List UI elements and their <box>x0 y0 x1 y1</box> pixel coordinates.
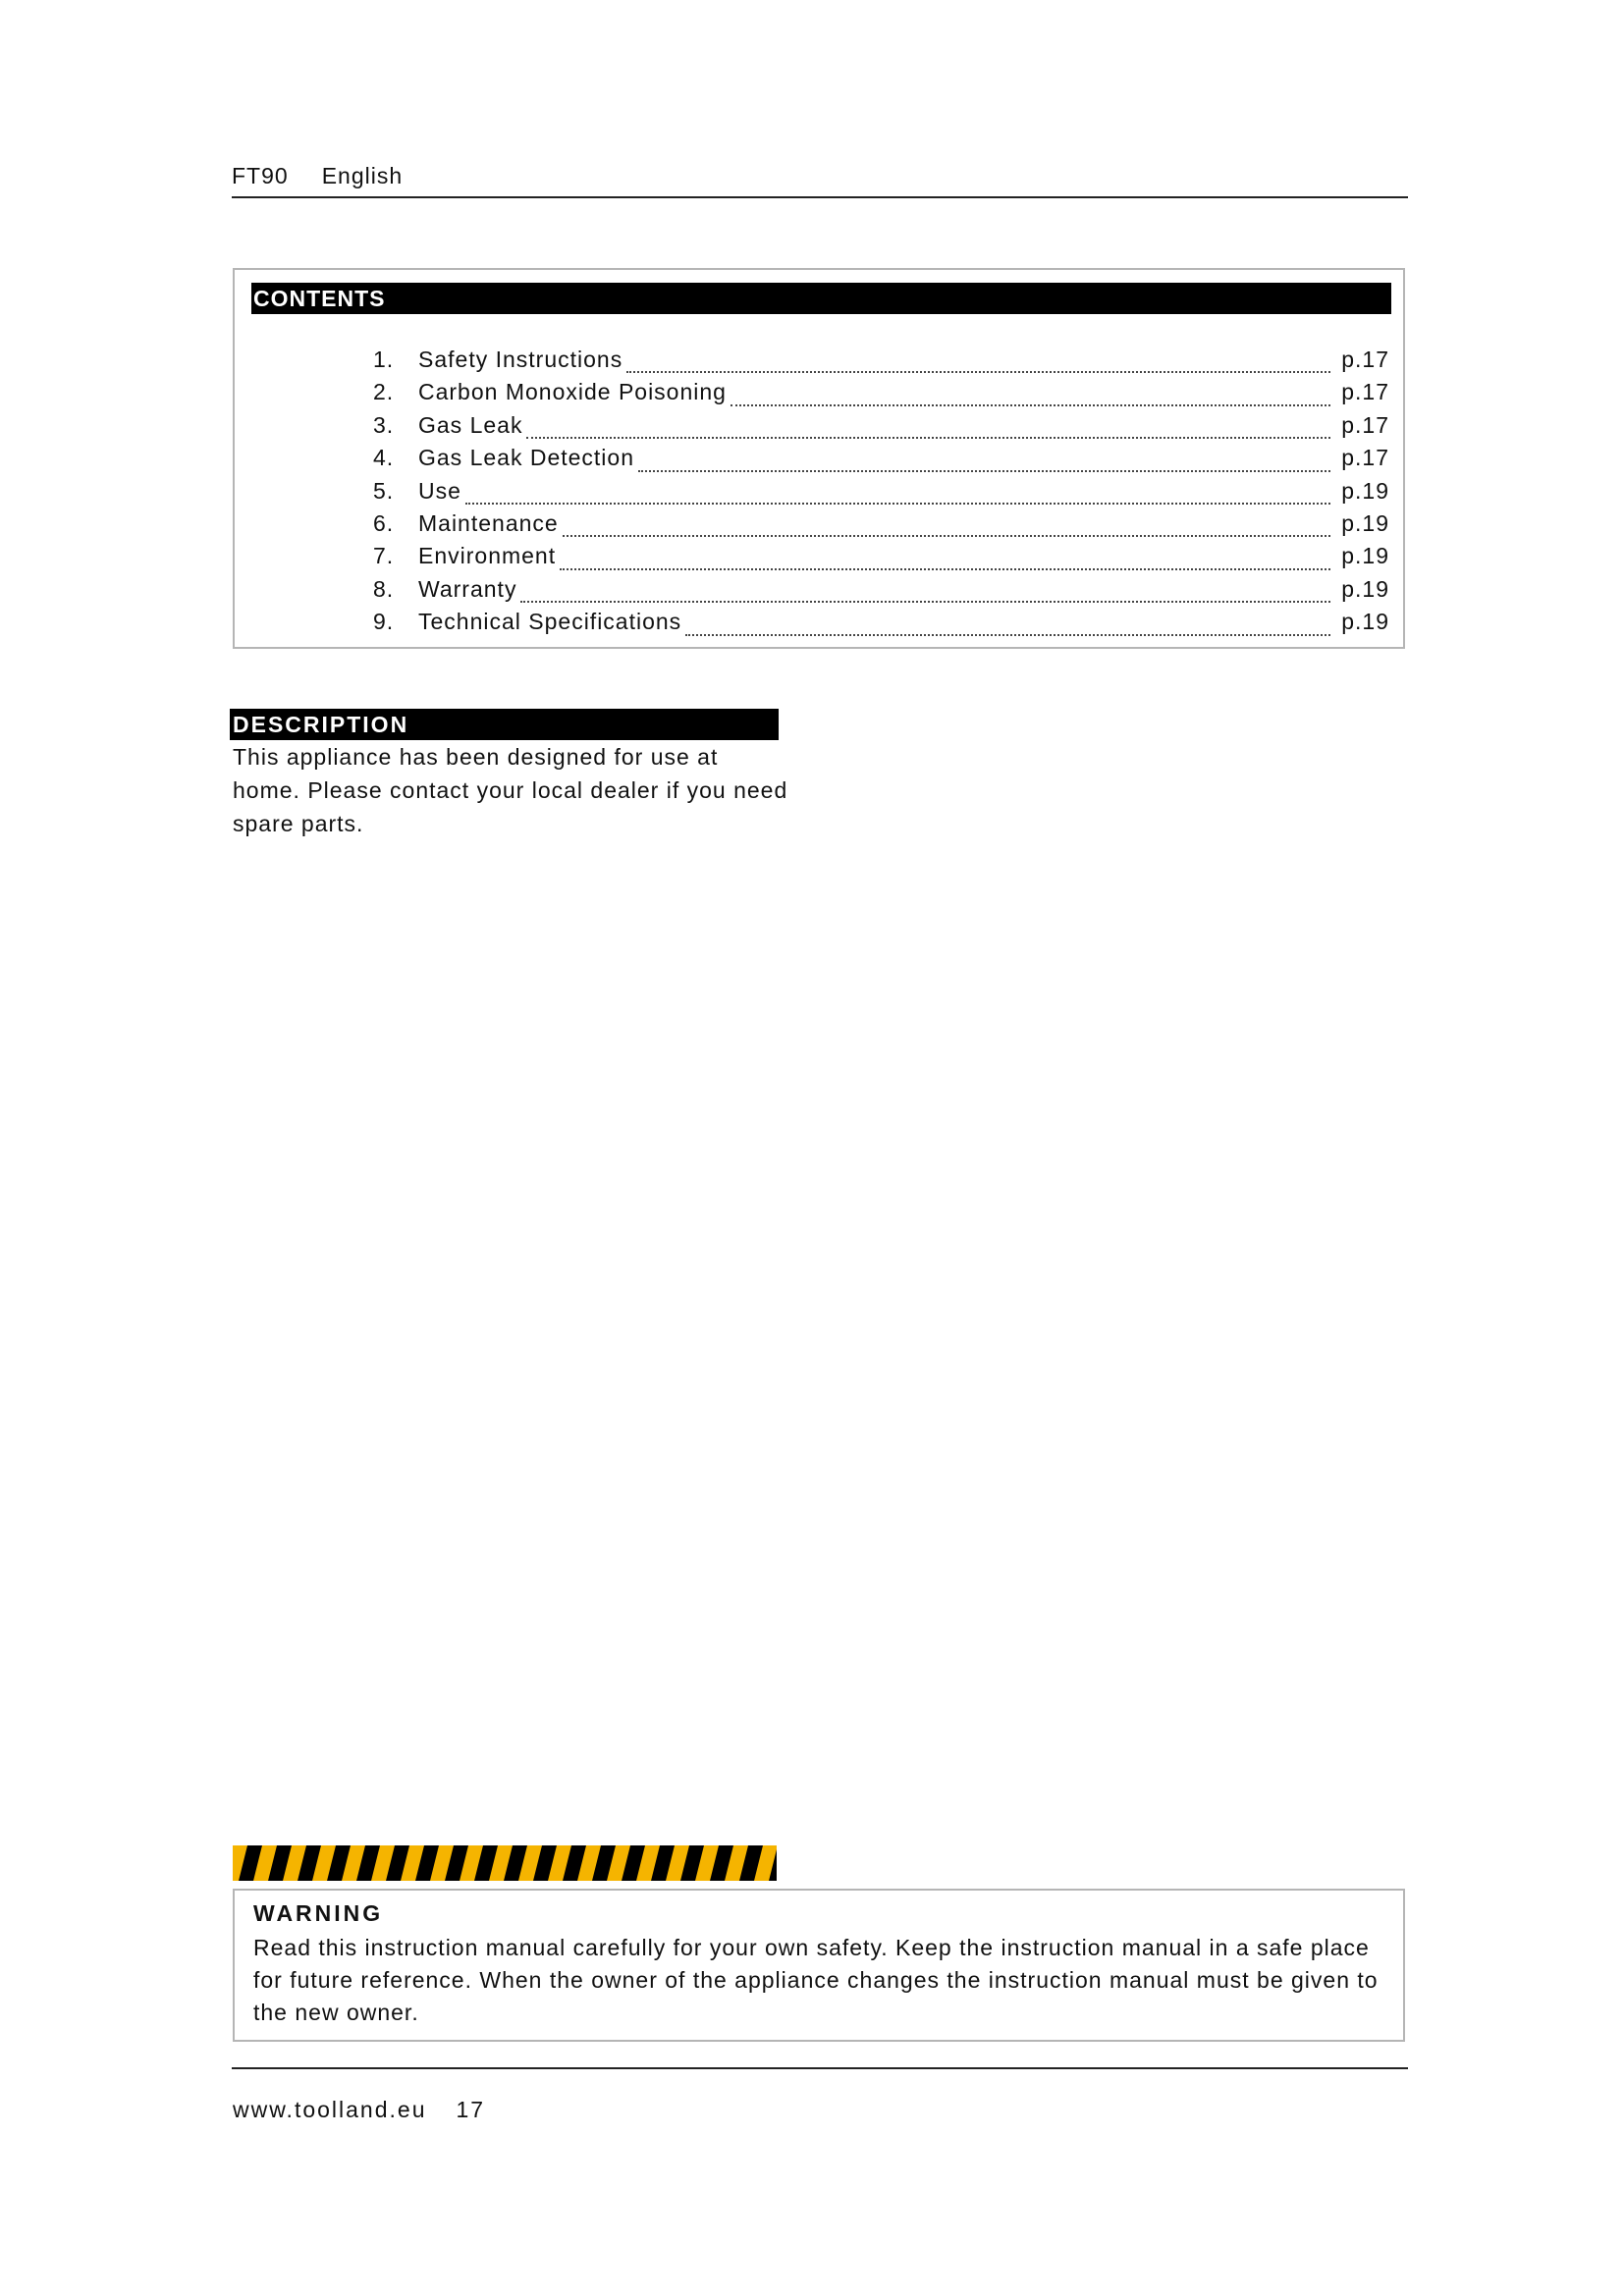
header-text <box>232 163 436 189</box>
toc-item-title: Warranty <box>418 575 517 602</box>
toc-item-title: Use <box>418 477 461 504</box>
toc-item <box>373 379 1389 411</box>
toc-item-page: p.19 <box>1341 609 1389 635</box>
page-footer <box>233 2097 514 2123</box>
toc-item-number: 3. <box>373 411 395 438</box>
toc-item-number: 7. <box>373 543 395 569</box>
toc-item <box>373 543 1389 575</box>
toc-item-title: Technical Specifications <box>418 609 682 635</box>
toc-item <box>373 576 1389 609</box>
toc-list <box>373 347 1389 642</box>
warning-stripes <box>233 1845 777 1881</box>
warning-box <box>233 1889 1405 2042</box>
toc-item-title: Carbon Monoxide Poisoning <box>418 379 727 405</box>
toc-item <box>373 478 1389 510</box>
description-heading: DESCRIPTION <box>230 709 779 740</box>
stripe-band <box>233 1845 777 1881</box>
toc-item-title: Gas Leak Detection <box>418 445 635 471</box>
toc-item-page: p.17 <box>1341 379 1389 405</box>
toc-item-page: p.17 <box>1341 347 1389 372</box>
toc-item-page: p.19 <box>1341 543 1389 569</box>
toc-leader-dots <box>563 534 1330 537</box>
toc-item-page: p.17 <box>1341 445 1389 471</box>
toc-item <box>373 412 1389 445</box>
toc-item-title: Safety Instructions <box>418 347 623 372</box>
toc-leader-dots <box>685 633 1330 636</box>
toc-item-title: Gas Leak <box>418 411 523 438</box>
toc-leader-dots <box>465 502 1330 505</box>
toc-item <box>373 510 1389 543</box>
toc-item-page: p.19 <box>1341 477 1389 504</box>
toc-item-number: 6. <box>373 509 395 536</box>
toc-item-title: Maintenance <box>418 509 559 536</box>
toc-item-page: p.17 <box>1341 411 1389 438</box>
toc-item-number: 8. <box>373 575 395 602</box>
toc-item-number: 5. <box>373 477 395 504</box>
toc-item-title: Environment <box>418 543 557 569</box>
footer-page-number: 17 <box>456 2097 486 2122</box>
footer-divider <box>232 2067 1408 2069</box>
toc-item <box>373 609 1389 641</box>
toc-item-page: p.19 <box>1341 575 1389 602</box>
toc-item <box>373 445 1389 477</box>
contents-box <box>233 268 1405 649</box>
contents-heading: CONTENTS <box>251 283 1391 314</box>
toc-leader-dots <box>520 600 1330 603</box>
toc-item-number: 2. <box>373 379 395 405</box>
toc-item-number: 9. <box>373 609 395 635</box>
toc-leader-dots <box>560 567 1330 570</box>
warning-heading: WARNING <box>253 1900 384 1926</box>
toc-item-number: 1. <box>373 347 395 372</box>
toc-leader-dots <box>731 403 1330 406</box>
footer-website: www.toolland.eu <box>233 2097 427 2122</box>
toc-leader-dots <box>638 469 1330 472</box>
description-text: This appliance has been designed for use at home. Please contact your local dealer if you need spare parts. <box>233 744 788 836</box>
toc-leader-dots <box>626 370 1330 373</box>
toc-leader-dots <box>526 436 1330 439</box>
toc-item <box>373 347 1389 379</box>
warning-text: Read this instruction manual carefully for your own safety. Keep the instruction manual in a safe place for future reference. When the owner of the appliance changes the instruction manual must be given to the new owner. <box>253 1935 1379 2025</box>
page-header <box>232 161 1408 198</box>
header-language: English <box>321 163 404 188</box>
toc-item-page: p.19 <box>1341 509 1389 536</box>
toc-item-number: 4. <box>373 445 395 471</box>
header-model: FT90 <box>232 163 289 188</box>
